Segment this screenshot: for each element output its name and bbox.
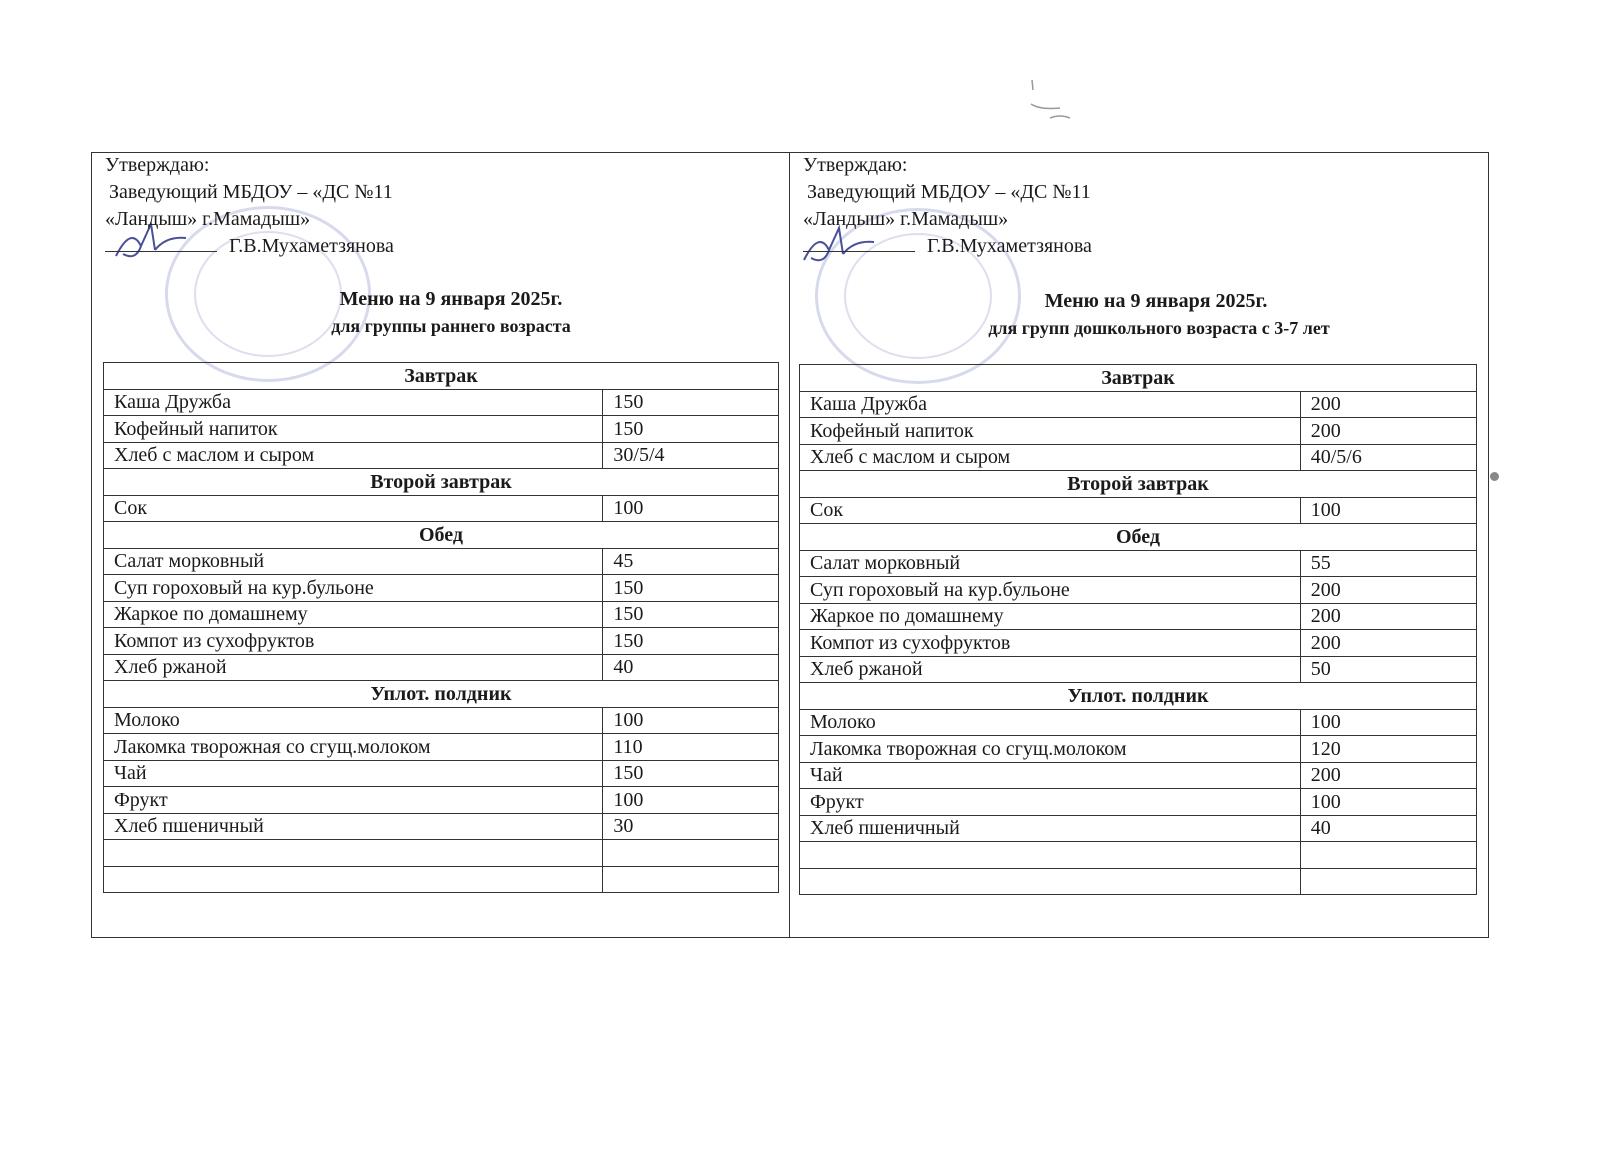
signature-line <box>803 233 915 252</box>
table-row <box>104 495 779 522</box>
empty-cell <box>104 866 603 893</box>
dish-portion: 50 <box>1300 656 1476 683</box>
table-row <box>800 418 1477 445</box>
dish-portion: 100 <box>1300 789 1476 816</box>
group-title: для групп дошкольного возраста с 3-7 лет <box>988 318 1330 338</box>
table-row <box>800 391 1477 418</box>
empty-cell <box>1300 868 1476 895</box>
empty-cell <box>800 868 1301 895</box>
empty-cell <box>104 840 603 867</box>
empty-cell <box>603 866 779 893</box>
table-row <box>104 760 779 787</box>
meal-section-header <box>800 471 1477 498</box>
signature-line <box>105 233 217 252</box>
menu-title: Меню на 9 января 2025г. <box>1044 290 1268 312</box>
column-divider <box>789 152 790 938</box>
empty-cell <box>800 842 1301 869</box>
dish-portion: 100 <box>1300 709 1476 736</box>
meal-section-title: Обед <box>104 522 779 549</box>
meal-section-title: Второй завтрак <box>800 471 1477 498</box>
table-row <box>104 628 779 655</box>
dish-portion: 200 <box>1300 762 1476 789</box>
table-row <box>800 497 1477 524</box>
table-row <box>104 601 779 628</box>
table-row <box>800 630 1477 657</box>
table-row <box>104 389 779 416</box>
table-row <box>104 654 779 681</box>
dish-name: Жаркое по домашнему <box>104 601 603 628</box>
meal-section-title: Обед <box>800 524 1477 551</box>
dish-portion: 40 <box>603 654 779 681</box>
dish-portion: 100 <box>603 787 779 814</box>
dish-portion: 100 <box>603 707 779 734</box>
dish-name: Компот из сухофруктов <box>800 630 1301 657</box>
dish-portion: 120 <box>1300 736 1476 763</box>
meal-section-header <box>104 522 779 549</box>
table-row <box>800 577 1477 604</box>
meal-section-header <box>800 683 1477 710</box>
dish-name: Хлеб ржаной <box>104 654 603 681</box>
dish-name: Жаркое по домашнему <box>800 603 1301 630</box>
dish-portion: 30 <box>603 813 779 840</box>
meal-section-header <box>104 469 779 496</box>
dish-portion: 150 <box>603 416 779 443</box>
head-name: Г.В.Мухаметзянова <box>927 235 1092 257</box>
dish-name: Лакомка творожная со сгущ.молоком <box>800 736 1301 763</box>
dish-name: Чай <box>104 760 603 787</box>
table-row <box>104 787 779 814</box>
dish-portion: 150 <box>603 628 779 655</box>
dish-portion: 200 <box>1300 391 1476 418</box>
dish-name: Лакомка творожная со сгущ.молоком <box>104 734 603 761</box>
dish-name: Салат морковный <box>104 548 603 575</box>
dish-portion: 100 <box>603 495 779 522</box>
dish-name: Каша Дружба <box>800 391 1301 418</box>
table-row <box>104 813 779 840</box>
empty-cell <box>1300 842 1476 869</box>
dish-portion: 40 <box>1300 815 1476 842</box>
table-row <box>800 736 1477 763</box>
approval-block <box>803 152 1092 260</box>
meal-section-header <box>104 681 779 708</box>
dish-name: Сок <box>800 497 1301 524</box>
dish-name: Кофейный напиток <box>800 418 1301 445</box>
table-row <box>800 709 1477 736</box>
dish-name: Фрукт <box>800 789 1301 816</box>
meal-section-header <box>104 363 779 390</box>
dish-portion: 30/5/4 <box>603 442 779 469</box>
dish-name: Хлеб с маслом и сыром <box>104 442 603 469</box>
dish-name: Чай <box>800 762 1301 789</box>
dish-portion: 200 <box>1300 577 1476 604</box>
dish-name: Фрукт <box>104 787 603 814</box>
table-row <box>800 815 1477 842</box>
dish-name: Кофейный напиток <box>104 416 603 443</box>
institution-name: «Ландыш» г.Мамадыш» <box>803 208 1009 230</box>
dish-portion: 40/5/6 <box>1300 444 1476 471</box>
table-row <box>800 550 1477 577</box>
group-title: для группы раннего возраста <box>331 316 571 336</box>
approval-block <box>105 152 394 260</box>
meal-section-title: Уплот. полдник <box>800 683 1477 710</box>
dish-portion: 200 <box>1300 418 1476 445</box>
dish-name: Хлеб пшеничный <box>104 813 603 840</box>
empty-row <box>104 866 779 893</box>
approve-label: Утверждаю: <box>105 154 210 176</box>
table-row <box>104 734 779 761</box>
dish-name: Салат морковный <box>800 550 1301 577</box>
table-row <box>800 789 1477 816</box>
scan-artifact <box>1030 70 1090 135</box>
dish-portion: 55 <box>1300 550 1476 577</box>
dish-name: Сок <box>104 495 603 522</box>
head-name: Г.В.Мухаметзянова <box>229 235 394 257</box>
dish-portion: 200 <box>1300 603 1476 630</box>
table-row <box>800 603 1477 630</box>
dish-name: Молоко <box>800 709 1301 736</box>
meal-section-header <box>800 524 1477 551</box>
dish-portion: 100 <box>1300 497 1476 524</box>
dish-name: Суп гороховый на кур.бульоне <box>800 577 1301 604</box>
table-row <box>800 444 1477 471</box>
table-row <box>800 656 1477 683</box>
table-row <box>104 416 779 443</box>
scan-speck <box>1490 472 1499 481</box>
dish-portion: 150 <box>603 389 779 416</box>
meal-section-title: Уплот. полдник <box>104 681 779 708</box>
dish-portion: 200 <box>1300 630 1476 657</box>
table-row <box>800 762 1477 789</box>
table-row <box>104 707 779 734</box>
table-row <box>104 548 779 575</box>
empty-row <box>800 842 1477 869</box>
head-position: Заведующий МБДОУ – «ДС №11 <box>109 181 393 203</box>
menu-title: Меню на 9 января 2025г. <box>339 288 563 310</box>
dish-portion: 150 <box>603 601 779 628</box>
approve-label: Утверждаю: <box>803 154 908 176</box>
dish-name: Молоко <box>104 707 603 734</box>
institution-name: «Ландыш» г.Мамадыш» <box>105 208 311 230</box>
head-position: Заведующий МБДОУ – «ДС №11 <box>807 181 1091 203</box>
dish-name: Хлеб пшеничный <box>800 815 1301 842</box>
dish-name: Хлеб с маслом и сыром <box>800 444 1301 471</box>
dish-portion: 150 <box>603 575 779 602</box>
empty-row <box>800 868 1477 895</box>
dish-portion: 110 <box>603 734 779 761</box>
dish-portion: 150 <box>603 760 779 787</box>
meal-section-title: Второй завтрак <box>104 469 779 496</box>
meal-section-title: Завтрак <box>104 363 779 390</box>
menu-table <box>103 362 779 893</box>
dish-name: Каша Дружба <box>104 389 603 416</box>
table-row <box>104 575 779 602</box>
dish-name: Хлеб ржаной <box>800 656 1301 683</box>
menu-table <box>799 364 1477 895</box>
meal-section-header <box>800 365 1477 392</box>
empty-cell <box>603 840 779 867</box>
dish-name: Суп гороховый на кур.бульоне <box>104 575 603 602</box>
dish-portion: 45 <box>603 548 779 575</box>
dish-name: Компот из сухофруктов <box>104 628 603 655</box>
meal-section-title: Завтрак <box>800 365 1477 392</box>
table-row <box>104 442 779 469</box>
empty-row <box>104 840 779 867</box>
